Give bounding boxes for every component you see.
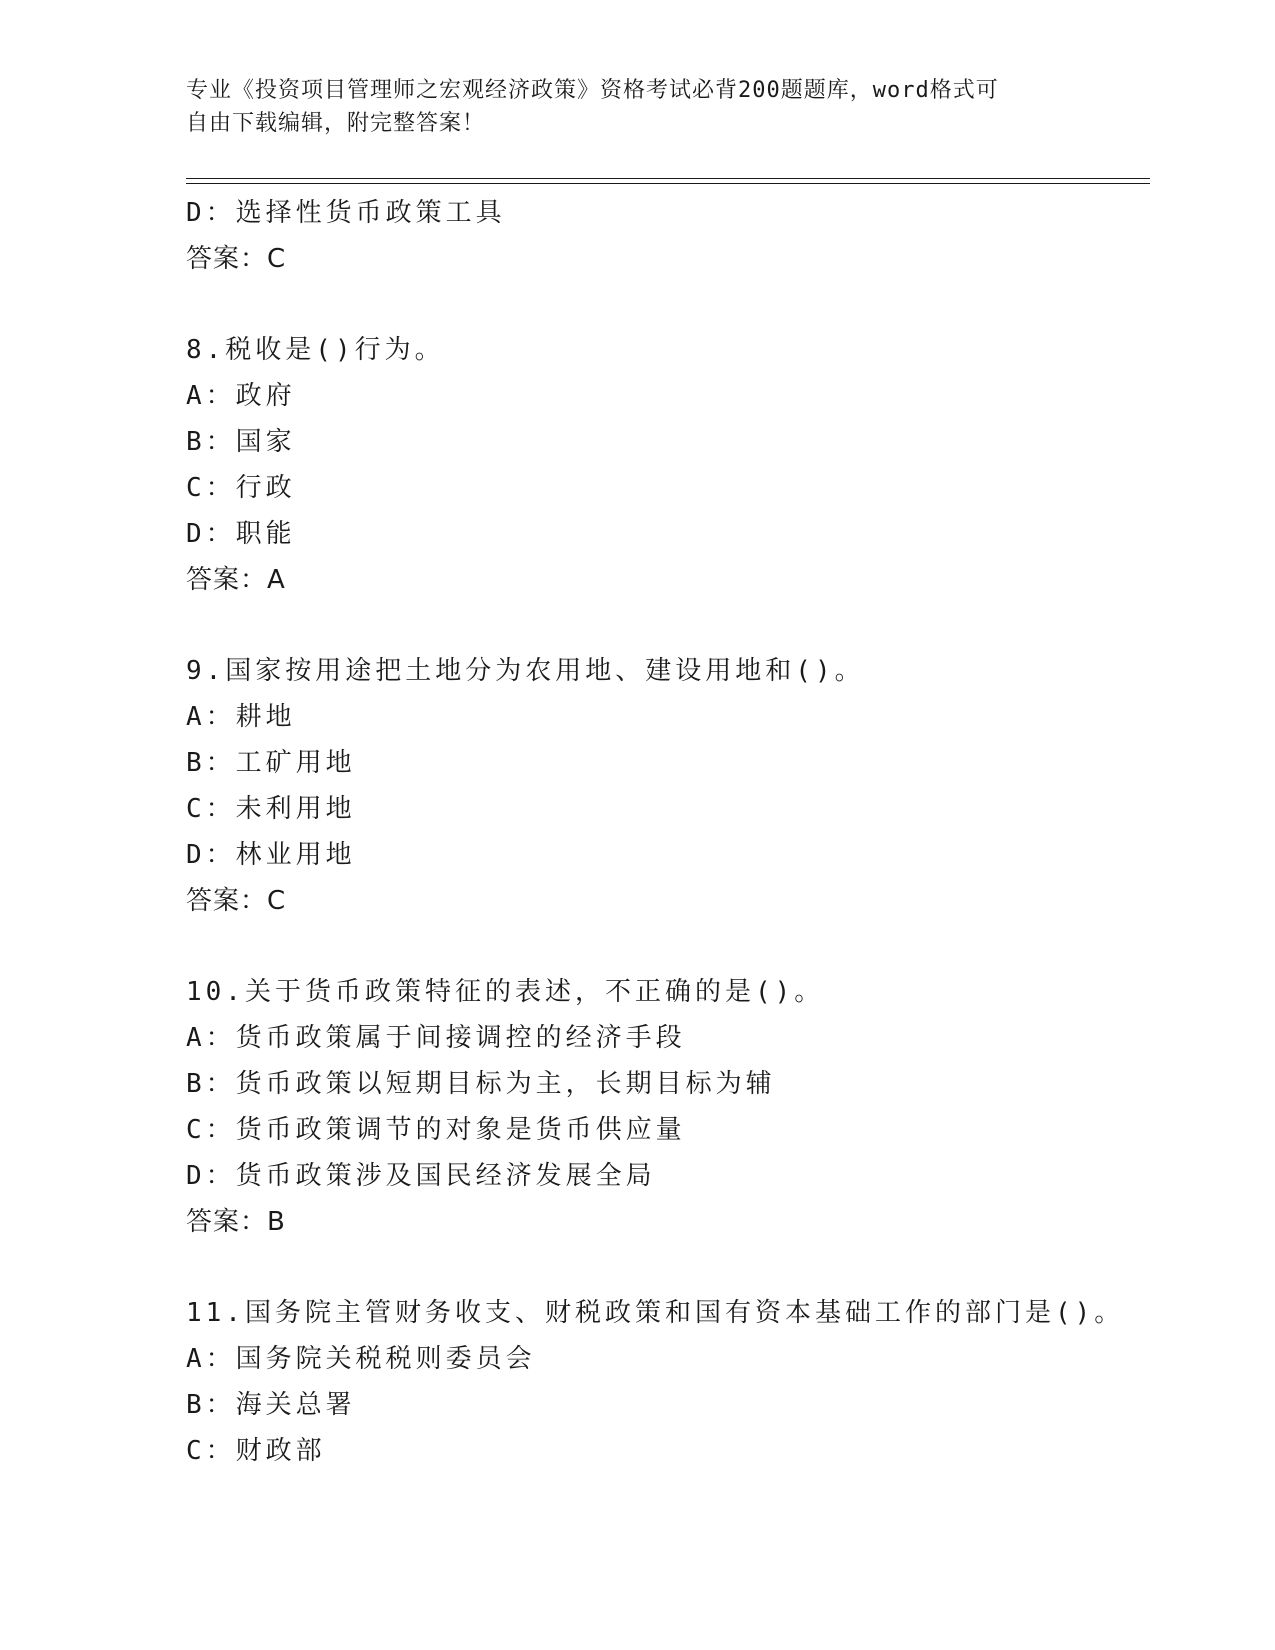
- option-b: B：国家: [186, 427, 296, 457]
- option-d: D：选择性货币政策工具: [186, 198, 506, 228]
- option-a: A：耕地: [186, 702, 296, 732]
- option-a: A：政府: [186, 381, 296, 411]
- question-8: [186, 327, 1146, 603]
- option-d: D：林业用地: [186, 840, 356, 870]
- answer-line: 答案：C: [186, 244, 287, 274]
- header-divider-bottom: [186, 183, 1150, 184]
- document-header: [186, 74, 1086, 140]
- option-b: B：工矿用地: [186, 748, 356, 778]
- spacer: [186, 603, 1146, 648]
- header-divider-top: [186, 178, 1150, 179]
- header-line-1: 专业《投资项目管理师之宏观经济政策》资格考试必背200题题库，word格式可: [186, 78, 999, 103]
- option-c: C：行政: [186, 473, 296, 503]
- option-a: A：国务院关税税则委员会: [186, 1344, 536, 1374]
- option-c: C：货币政策调节的对象是货币供应量: [186, 1115, 686, 1145]
- header-line-2: 自由下载编辑，附完整答案！: [186, 111, 486, 136]
- answer-line: 答案：C: [186, 886, 287, 916]
- spacer: [186, 282, 1146, 327]
- question-stem: 9.国家按用途把土地分为农用地、建设用地和()。: [186, 656, 865, 686]
- spacer: [186, 924, 1146, 969]
- question-10: [186, 969, 1146, 1245]
- option-b: B：海关总署: [186, 1390, 356, 1420]
- option-c: C：未利用地: [186, 794, 356, 824]
- question-stem: 10.关于货币政策特征的表述，不正确的是()。: [186, 977, 825, 1007]
- option-a: A：货币政策属于间接调控的经济手段: [186, 1023, 686, 1053]
- spacer: [186, 1245, 1146, 1290]
- option-d: D：职能: [186, 519, 296, 549]
- question-stem: 11.国务院主管财务收支、财税政策和国有资本基础工作的部门是()。: [186, 1298, 1125, 1328]
- option-d: D：货币政策涉及国民经济发展全局: [186, 1161, 656, 1191]
- option-c: C：财政部: [186, 1436, 326, 1466]
- question-stem: 8.税收是()行为。: [186, 335, 445, 365]
- answer-line: 答案：A: [186, 565, 286, 595]
- option-b: B：货币政策以短期目标为主，长期目标为辅: [186, 1069, 776, 1099]
- question-11: [186, 1290, 1146, 1474]
- question-list: [186, 190, 1146, 1474]
- answer-line: 答案：B: [186, 1207, 286, 1237]
- question-9: [186, 648, 1146, 924]
